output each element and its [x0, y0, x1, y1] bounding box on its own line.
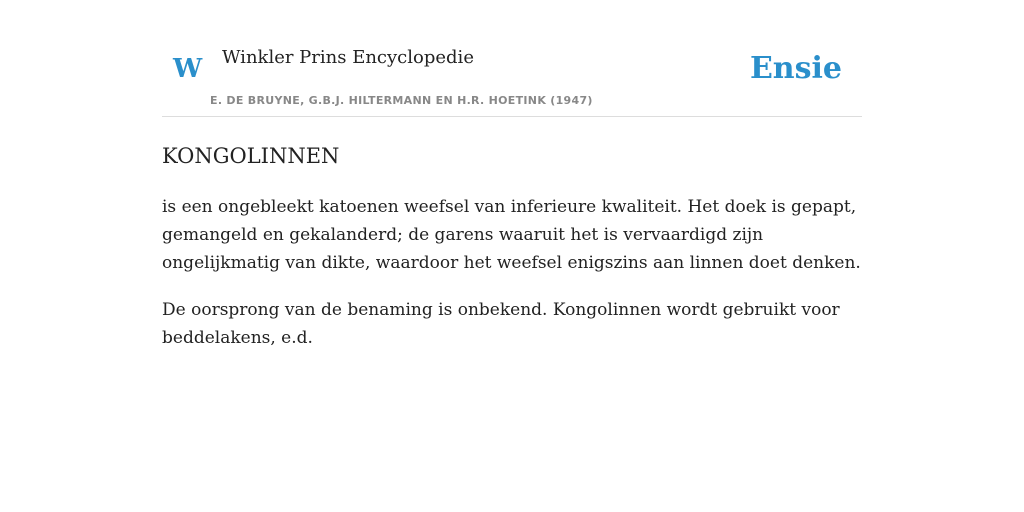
source-header [162, 0, 862, 117]
source-title[interactable]: Winkler Prins Encyclopedie [222, 47, 474, 68]
content-container [162, 0, 862, 352]
article-paragraph: is een ongebleekt katoenen weefsel van inferieure kwaliteit. Het doek is gepapt, gemangeld en gekalanderd; de garens waaruit het is vervaardigd zijn ongelijkmatig van dikte, waardoor het weefsel enigszins aan linnen doet denken. [162, 197, 861, 273]
source-authors: E. DE BRUYNE, G.B.J. HILTERMANN EN H.R. HOETINK (1947) [210, 94, 593, 107]
brand-logo[interactable]: Ensie [749, 51, 842, 86]
article-paragraph: De oorsprong van de benaming is onbekend. Kongolinnen wordt gebruikt voor beddelakens, e.d. [162, 300, 840, 348]
article-headword: KONGOLINNEN [162, 144, 340, 168]
source-logo[interactable]: W [173, 54, 203, 84]
